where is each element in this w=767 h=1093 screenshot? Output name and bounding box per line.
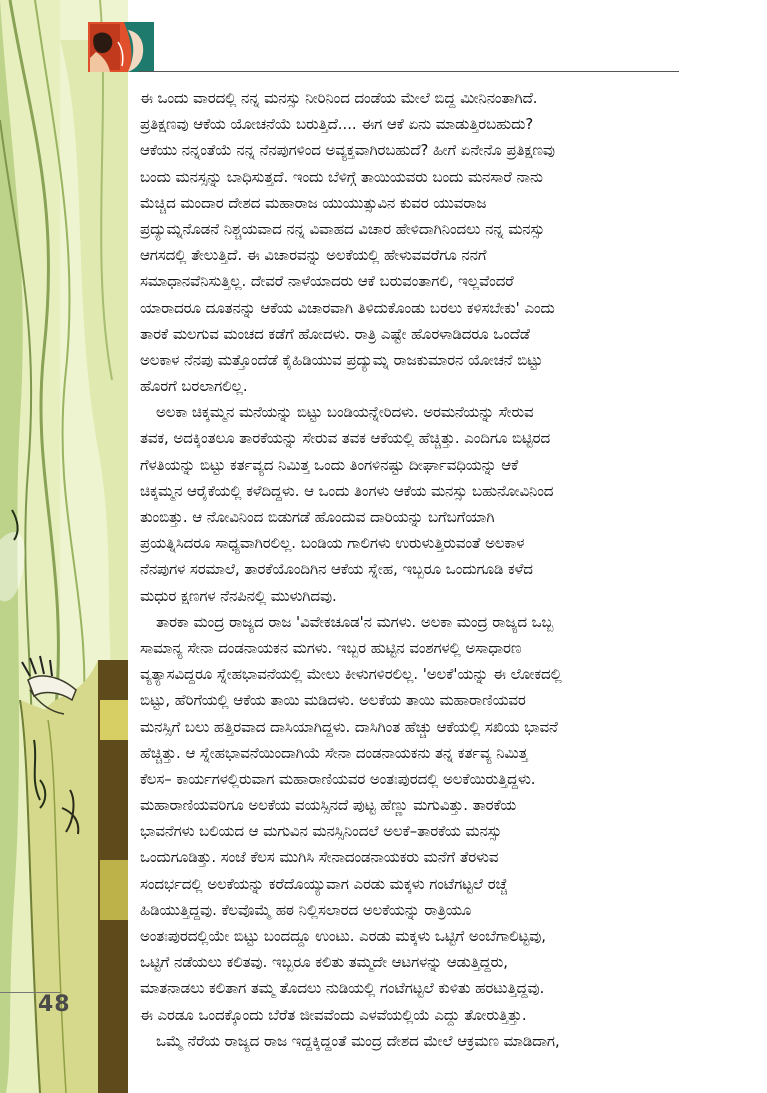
text-line: ಒಟ್ಟಿಗೆ ನಡೆಯಲು ಕಲಿತವು. ಇಬ್ಬರೂ ಕಲಿತು ತಮ್ಮದೇ ಆಟಗಳನ್ನು ಆಡುತ್ತಿದ್ದರು, xyxy=(140,954,508,972)
text-line: ಬಂದು ಮನಸ್ಸನ್ನು ಬಾಧಿಸುತ್ತದೆ. ಇಂದು ಬೆಳಿಗ್ಗೆ ತಾಯಿಯವರು ಬಂದು ಮನಸಾರೆ ನಾನು xyxy=(140,168,543,186)
text-line: ವ್ಯತ್ಯಾಸವಿದ್ದರೂ ಸ್ನೇಹಭಾವನೆಯಲ್ಲಿ ಮೇಲು ಕೀಳುಗಳಿರಲಿಲ್ಲ. 'ಅಲಕೆ'ಯನ್ನು ಈ ಲೋಕದಲ್ಲಿ xyxy=(140,666,562,684)
text-line: ಹೊರಗೆ ಬರಲಾಗಲಿಲ್ಲ. xyxy=(140,378,248,396)
decorative-curtain-illustration xyxy=(0,0,128,1093)
text-line: ಮಧುರ ಕ್ಷಣಗಳ ನೆನಪಿನಲ್ಲಿ ಮುಳುಗಿದವು. xyxy=(140,587,337,605)
text-line: ಮಾತನಾಡಲು ಕಲಿತಾಗ ತಮ್ಮ ತೊದಲು ನುಡಿಯಲ್ಲಿ ಗಂಟೆಗಟ್ಟಲೆ ಕುಳಿತು ಹರಟುತ್ತಿದ್ದವು. xyxy=(140,980,545,998)
paragraph xyxy=(140,1029,680,1055)
text-line: ಗೆಳತಿಯನ್ನು ಬಿಟ್ಟು ಕರ್ತವ್ಯದ ನಿಮಿತ್ತ ಒಂದು ತಿಂಗಳಿನಷ್ಟು ದೀರ್ಘಾವಧಿಯನ್ನು ಆಕೆ xyxy=(140,456,519,474)
text-line: ಕೆಲಸ– ಕಾರ್ಯಗಳಲ್ಲಿರುವಾಗ ಮಹಾರಾಣಿಯವರ ಅಂತಃಪುರದಲ್ಲಿ ಅಲಕೆಯಿರುತ್ತಿದ್ದಳು. xyxy=(140,770,536,788)
text-line: ಚಿಕ್ಕಮ್ಮನ ಆರೈಕೆಯಲ್ಲಿ ಕಳೆದಿದ್ದಳು. ಆ ಒಂದು ತಿಂಗಳು ಆಕೆಯ ಮನಸ್ಸು ಬಹುನೋವಿನಿಂದ xyxy=(140,482,554,500)
text-line: ಸಮಾಧಾನವೆನಿಸುತ್ತಿಲ್ಲ. ದೇವರೆ ನಾಳೆಯಾದರು ಆಕೆ ಬರುವಂತಾಗಲಿ, ಇಲ್ಲವೆಂದರೆ xyxy=(140,273,514,291)
text-line: ಭಾವನೆಗಳು ಬಲಿಯದ ಆ ಮಗುವಿನ ಮನಸ್ಸಿನಿಂದಲೆ ಅಲಕೆ–ತಾರಕೆಯ ಮನಸ್ಸು xyxy=(140,823,502,841)
text-line: ಹಿಡಿಯುತ್ತಿದ್ದವು. ಕೆಲವೊಮ್ಮೆ ಹಠ ನಿಲ್ಲಿಸಲಾರದ ಅಲಕೆಯನ್ನು ರಾತ್ರಿಯೂ xyxy=(140,901,472,919)
text-line: ಹೆಚ್ಚಿತ್ತು. ಆ ಸ್ನೇಹಭಾವನೆಯಿಂದಾಗಿಯೆ ಸೇನಾ ದಂಡನಾಯಕನು ತನ್ನ ಕರ್ತವ್ಯ ನಿಮಿತ್ತ xyxy=(140,744,528,762)
text-line: ಪ್ರಯತ್ನಿಸಿದರೂ ಸಾಧ್ಯವಾಗಿರಲಿಲ್ಲ. ಬಂಡಿಯ ಗಾಲಿಗಳು ಉರುಳುತ್ತಿರುವಂತೆ ಅಲಕಾಳ xyxy=(140,535,525,553)
story-text xyxy=(140,86,680,1055)
text-line: ತಾರಕೆ ಮಲಗುವ ಮಂಚದ ಕಡೆಗೆ ಹೋದಳು. ರಾತ್ರಿ ಎಷ್ಟೇ ಹೊರಳಾಡಿದರೂ ಒಂದೆಡೆ xyxy=(140,325,530,343)
text-line: ಬಿಟ್ಟು, ಹೆರಿಗೆಯಲ್ಲಿ ಆಕೆಯ ತಾಯಿ ಮಡಿದಳು. ಅಲಕೆಯ ತಾಯಿ ಮಹಾರಾಣಿಯವರ xyxy=(140,692,526,710)
text-line: ಮಹಾರಾಣಿಯವರಿಗೂ ಅಲಕೆಯ ವಯಸ್ಸಿನದೆ ಪುಟ್ಟ ಹೆಣ್ಣು ಮಗುವಿತ್ತು. ತಾರಕೆಯ xyxy=(140,797,517,815)
text-line: ಅಲಕಾ ಚಿಕ್ಕಮ್ಮನ ಮನೆಯನ್ನು ಬಿಟ್ಟು ಬಂಡಿಯನ್ನೇರಿದಳು. ಅರಮನೆಯನ್ನು ಸೇರುವ xyxy=(156,404,534,422)
text-line: ಒಮ್ಮೆ ನೆರೆಯ ರಾಜ್ಯದ ರಾಜ ಇದ್ದಕ್ಕಿದ್ದಂತೆ ಮಂದ್ರ ದೇಶದ ಮೇಲೆ ಆಕ್ರಮಣ ಮಾಡಿದಾಗ, xyxy=(156,1032,560,1050)
paragraph xyxy=(140,400,680,610)
text-line: ಯಾರಾದರೂ ದೂತನನ್ನು ಆಕೆಯ ವಿಚಾರವಾಗಿ ತಿಳಿದುಕೊಂಡು ಬರಲು ಕಳಿಸಬೇಕು' ಎಂದು xyxy=(140,299,555,317)
text-line: ಒಂದುಗೂಡಿತ್ತು. ಸಂಜೆ ಕೆಲಸ ಮುಗಿಸಿ ಸೇನಾದಂಡನಾಯಕರು ಮನೆಗೆ ತೆರಳುವ xyxy=(140,849,499,867)
header-rule xyxy=(138,71,679,72)
text-line: ಅಲಕಾಳ ನೆನಪು ಮತ್ತೊಂದೆಡೆ ಕೈಹಿಡಿಯುವ ಪ್ರದ್ಯುಮ್ನ ರಾಜಕುಮಾರನ ಯೋಚನೆ ಬಿಟ್ಟು xyxy=(140,351,543,369)
text-line: ಅಂತಃಪುರದಲ್ಲಿಯೇ ಬಿಟ್ಟು ಬಂದದ್ದೂ ಉಂಟು. ಎರಡು ಮಕ್ಕಳು ಒಟ್ಟಿಗೆ ಅಂಬೆಗಾಲಿಟ್ಟವು, xyxy=(140,928,547,945)
text-line: ತಾರಕಾ ಮಂದ್ರ ರಾಜ್ಯದ ರಾಜ 'ವಿವೇಕಚೂಡ'ನ ಮಗಳು. ಅಲಕಾ ಮಂದ್ರ ರಾಜ್ಯದ ಒಬ್ಬ xyxy=(156,613,554,631)
paragraph xyxy=(140,610,680,1029)
text-line: ಮೆಚ್ಚಿದ ಮಂದಾರ ದೇಶದ ಮಹಾರಾಜ ಯುಯುತ್ಸುವಿನ ಕುವರ ಯುವರಾಜ xyxy=(140,194,487,212)
text-line: ಈ ಎರಡೂ ಒಂದಕ್ಕೊಂದು ಬೆರೆತ ಜೀವವೆಂದು ಎಳವೆಯಲ್ಲಿಯೆ ಎದ್ದು ತೋರುತ್ತಿತ್ತು. xyxy=(140,1006,527,1024)
text-line: ನೆನಪುಗಳ ಸರಮಾಲೆ, ತಾರಕೆಯೊಂದಿಗಿನ ಆಕೆಯ ಸ್ನೇಹ, ಇಬ್ಬರೂ ಒಂದುಗೂಡಿ ಕಳೆದ xyxy=(140,561,533,579)
text-line: ಮನಸ್ಸಿಗೆ ಬಲು ಹತ್ತಿರವಾದ ದಾಸಿಯಾಗಿದ್ದಳು. ದಾಸಿಗಿಂತ ಹೆಚ್ಚು ಆಕೆಯಲ್ಲಿ ಸಖಿಯ ಭಾವನೆ xyxy=(140,718,558,736)
text-line: ಪ್ರತಿಕ್ಷಣವು ಆಕೆಯ ಯೋಚನೆಯೆ ಬರುತ್ತಿದೆ.... ಈಗ ಆಕೆ ಏನು ಮಾಡುತ್ತಿರಬಹುದು? xyxy=(140,116,534,134)
text-line: ಸಾಮಾನ್ಯ ಸೇನಾ ದಂಡನಾಯಕನ ಮಗಳು. ಇಬ್ಬರ ಹುಟ್ಟಿನ ವಂಶಗಳಲ್ಲಿ ಅಸಾಧಾರಣ xyxy=(140,639,522,657)
text-line: ತುಂಬಿತ್ತು. ಆ ನೋವಿನಿಂದ ಬಿಡುಗಡೆ ಹೊಂದುವ ದಾರಿಯನ್ನು ಬಗೆಬಗೆಯಾಗಿ xyxy=(140,509,495,526)
text-line: ಈ ಒಂದು ವಾರದಲ್ಲಿ ನನ್ನ ಮನಸ್ಸು ನೀರಿನಿಂದ ದಂಡೆಯ ಮೇಲೆ ಬಿದ್ದ ಮೀನಿನಂತಾಗಿದೆ. xyxy=(140,90,538,107)
text-line: ಸಂದರ್ಭದಲ್ಲಿ ಅಲಕೆಯನ್ನು ಕರೆದೊಯ್ಯುವಾಗ ಎರಡು ಮಕ್ಕಳು ಗಂಟೆಗಟ್ಟಲೆ ರಚ್ಚೆ xyxy=(140,875,508,893)
corner-portrait-image xyxy=(88,22,154,72)
text-line: ತವಕ, ಅದಕ್ಕಿಂತಲೂ ತಾರಕೆಯನ್ನು ಸೇರುವ ತವಕ ಆಕೆಯಲ್ಲಿ ಹೆಚ್ಚಿತ್ತು. ಎಂದಿಗೂ ಬಿಟ್ಟಿರದ xyxy=(140,430,551,448)
paragraph xyxy=(140,86,680,400)
text-line: ಪ್ರದ್ಯುಮ್ನನೊಡನೆ ನಿಶ್ಚಯವಾದ ನನ್ನ ವಿವಾಹದ ವಿಚಾರ ಹೇಳಿದಾಗಿನಿಂದಲು ನನ್ನ ಮನಸ್ಸು xyxy=(140,220,545,238)
text-line: ಆಕೆಯು ನನ್ನಂತೆಯೆ ನನ್ನ ನೆನಪುಗಳಿಂದ ಅವ್ಯಕ್ತವಾಗಿರಬಹುದೆ? ಹೀಗೆ ಏನೇನೊ ಪ್ರತಿಕ್ಷಣವು xyxy=(140,142,555,160)
page-number: 48 xyxy=(38,992,71,1017)
text-line: ಆಗಸದಲ್ಲಿ ತೇಲುತ್ತಿದೆ. ಈ ವಿಚಾರವನ್ನು ಅಲಕೆಯಲ್ಲಿ ಹೇಳುವವರೆಗೂ ನನಗೆ xyxy=(140,247,487,265)
